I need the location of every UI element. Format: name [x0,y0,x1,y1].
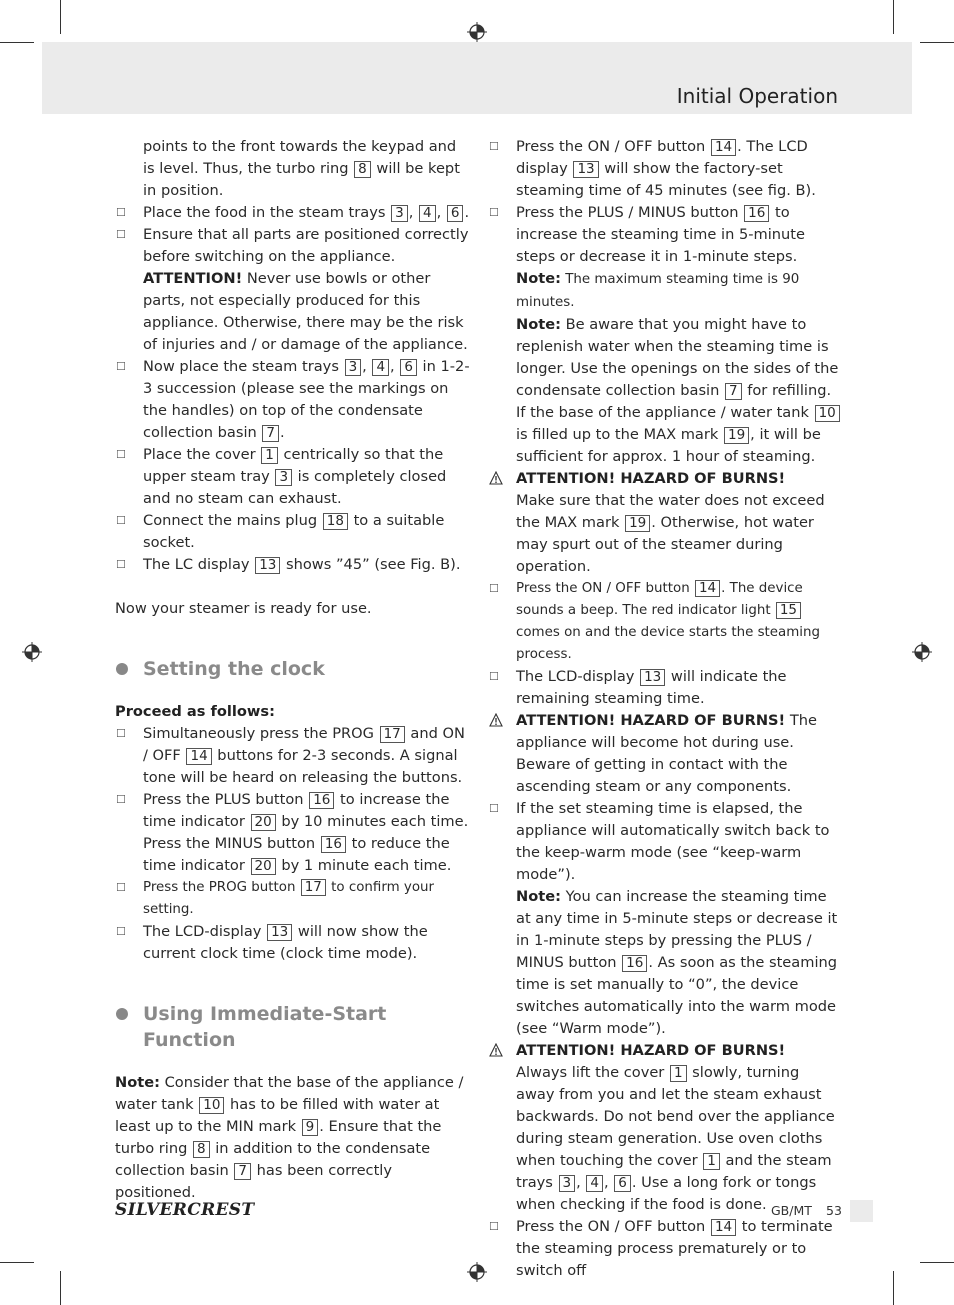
checkbox-bullet-icon: ☐ [116,360,126,373]
part-ref: 7 [725,383,742,400]
list-item: ☐ Press the ON / OFF button 14 . The device sounds a beep. The red indicator light 15 comes on and the device starts the steaming process. [489,580,821,662]
registration-mark-icon [467,1262,487,1282]
checkbox-bullet-icon: ☐ [116,727,126,740]
warning-item: ATTENTION! HAZARD OF BURNS! The appliance will become hot during use. Beware of getting in contact with the ascending steam or any components. [488,710,841,798]
crop-mark [60,0,61,34]
checkbox-bullet-icon: ☐ [116,793,126,806]
part-ref: 20 [251,858,276,875]
page-number: 53 [826,1203,842,1218]
crop-mark [0,42,34,43]
part-ref: 3 [345,359,362,376]
part-ref: 18 [323,513,348,530]
part-ref: 20 [251,814,276,831]
part-ref: 3 [559,1175,576,1192]
brand-logo: SILVERCREST [115,1200,255,1220]
list-item: ☐ Press the PROG button 17 to confirm your setting. [116,879,435,917]
part-ref: 16 [622,955,647,972]
list-item: ☐ Press the ON / OFF button 14 to terminate the steaming process prematurely or to switch off [489,1218,833,1279]
section-dot-icon [116,663,128,675]
part-ref: 6 [400,359,417,376]
part-ref: 14 [711,1219,736,1236]
registration-mark-icon [912,642,932,662]
part-ref: 9 [302,1119,319,1136]
part-ref: 4 [586,1175,603,1192]
part-ref: 10 [815,405,840,422]
part-ref: 1 [670,1065,687,1082]
checkbox-bullet-icon: ☐ [116,881,126,894]
list-item: ☐ Connect the mains plug 18 to a suitable socket. [116,512,445,551]
checkbox-bullet-icon: ☐ [116,925,126,938]
checkbox-bullet-icon: ☐ [489,802,499,815]
part-ref: 1 [703,1153,720,1170]
page-title: Initial Operation [676,84,838,108]
warning-triangle-icon [489,1043,503,1057]
warning-triangle-icon [489,713,503,727]
part-ref: 6 [447,205,464,222]
part-ref: 17 [301,879,326,896]
right-column [488,136,841,1282]
list-item: ☐ Now place the steam trays 3 , 4 , 6 in 1-2-3 succession (please see the markings on the handles) on top of the condensate collection basin 7 . [116,358,470,441]
note-paragraph: Note: Consider that the base of the appliance / water tank 10 has to be filled with water at least up to the MIN mark 9 . Ensure that the turbo ring 8 in addition to the condensate collection basin 7 has been correctly positioned. [115,1074,464,1201]
part-ref: 16 [321,836,346,853]
part-ref: 16 [744,205,769,222]
part-ref: 14 [711,139,736,156]
list-item: ☐ Place the food in the steam trays 3 , 4 , 6 . [115,202,470,224]
warning-item: ATTENTION! HAZARD OF BURNS! Make sure that the water does not exceed the MAX mark 19 . Otherwise, hot water may spurt out of the steamer during operation. [488,468,841,578]
crop-mark [893,0,894,34]
checkbox-bullet-icon: ☐ [116,448,126,461]
left-column [115,136,470,1204]
part-ref: 19 [625,515,650,532]
list-item: ☐ Place the cover 1 centrically so that the upper steam tray 3 is completely closed and no steam can exhaust. [116,446,447,507]
part-ref: 4 [372,359,389,376]
crop-mark [60,1271,61,1305]
list-item: ☐ Ensure that all parts are positioned correctly before switching on the appliance. ATTENTION! Never use bowls or other parts, not especially produced for this appliance. Otherwise, there may be the risk of injuries and / or damage of the appliance. [116,226,469,353]
checkbox-bullet-icon: ☐ [116,558,126,571]
part-ref: 14 [695,580,720,597]
part-ref: 4 [419,205,436,222]
part-ref: 3 [275,469,292,486]
list-item: ☐ The LC display 13 shows ”45” (see Fig. B). [115,554,470,576]
part-ref: 13 [640,669,665,686]
warning-triangle-icon [489,471,503,485]
part-ref: 3 [391,205,408,222]
checkbox-bullet-icon: ☐ [116,514,126,527]
part-ref: 7 [234,1163,251,1180]
section-heading: Setting the clock [115,656,470,682]
checkbox-bullet-icon: ☐ [116,228,126,241]
part-ref: 8 [354,161,371,178]
list-item: ☐ Press the ON / OFF button 14 . The LCD display 13 will show the factory-set steaming time of 45 minutes (see fig. B). [489,138,816,199]
paragraph: Proceed as follows: [115,703,275,720]
part-ref: 6 [614,1175,631,1192]
checkbox-bullet-icon: ☐ [489,1220,499,1233]
list-item: ☐ If the set steaming time is elapsed, the appliance will automatically switch back to the keep-warm mode (see “keep-warm mode”). Note: You can increase the steaming time at any time in 5-minute steps or decrease it in 1-minute steps by pressing the PLUS / MINUS button 16 . As soon as the steaming time is set manually to “0”, the device switches automatically into the warm mode (see “Warm mode”). [489,800,838,1037]
section-dot-icon [116,1008,128,1020]
section-heading: Using Immediate-Start Function [115,1001,470,1053]
part-ref: 17 [380,726,405,743]
part-ref: 15 [776,602,801,619]
registration-mark-icon [467,22,487,42]
paragraph: Now your steamer is ready for use. [115,600,372,617]
part-ref: 8 [193,1141,210,1158]
part-ref: 16 [309,792,334,809]
list-item: ☐ Press the PLUS button 16 to increase the time indicator 20 by 10 minutes each time. Press the MINUS button 16 to reduce the time indicator 20 by 1 minute each time. [116,791,469,874]
checkbox-bullet-icon: ☐ [489,582,499,595]
checkbox-bullet-icon: ☐ [489,206,499,219]
crop-mark [0,1262,34,1263]
part-ref: 19 [724,427,749,444]
attention-label: ATTENTION! [143,270,243,287]
crop-mark [893,1271,894,1305]
registration-mark-icon [22,642,42,662]
list-item: ☐ The LCD-display 13 will now show the current clock time (clock time mode). [116,923,428,962]
part-ref: 7 [262,425,279,442]
list-item: ☐ Simultaneously press the PROG 17 and ON / OFF 14 buttons for 2-3 seconds. A signal tone will be heard on releasing the buttons. [116,725,465,786]
checkbox-bullet-icon: ☐ [116,206,126,219]
footer-tab [850,1200,873,1222]
list-item: ☐ Press the PLUS / MINUS button 16 to increase the steaming time in 5-minute steps or decrease it in 1-minute steps. Note: The maximum steaming time is 90 minutes. Note: Be aware that you might have to replenish water when the steaming time is longer. Use the openings on the sides of the condensate collection basin 7 for refilling. If the base of the appliance / water tank 10 is filled up to the MAX mark 19 , it will be sufficient for approx. 1 hour of steaming. [489,204,839,465]
part-ref: 14 [186,748,211,765]
part-ref: 13 [573,161,598,178]
part-ref: 13 [255,557,280,574]
part-ref: 1 [261,447,278,464]
checkbox-bullet-icon: ☐ [489,670,499,683]
part-ref: 10 [199,1097,224,1114]
list-item: ☐ The LCD-display 13 will indicate the remaining steaming time. [489,668,787,707]
paragraph: points to the front towards the keypad and is level. Thus, the turbo ring 8 will be kept in position. [143,138,460,199]
crop-mark [920,42,954,43]
crop-mark [920,1262,954,1263]
warning-item: ATTENTION! HAZARD OF BURNS! Always lift the cover 1 slowly, turning away from you and let the steam exhaust backwards. Do not bend over the appliance during steam generation. Use oven cloths when touching the cover 1 and the steam trays 3 , 4 , 6 . Use a long fork or tongs when checking if the food is done. [488,1040,841,1216]
checkbox-bullet-icon: ☐ [489,140,499,153]
part-ref: 13 [267,924,292,941]
language-code: GB/MT [771,1203,812,1218]
